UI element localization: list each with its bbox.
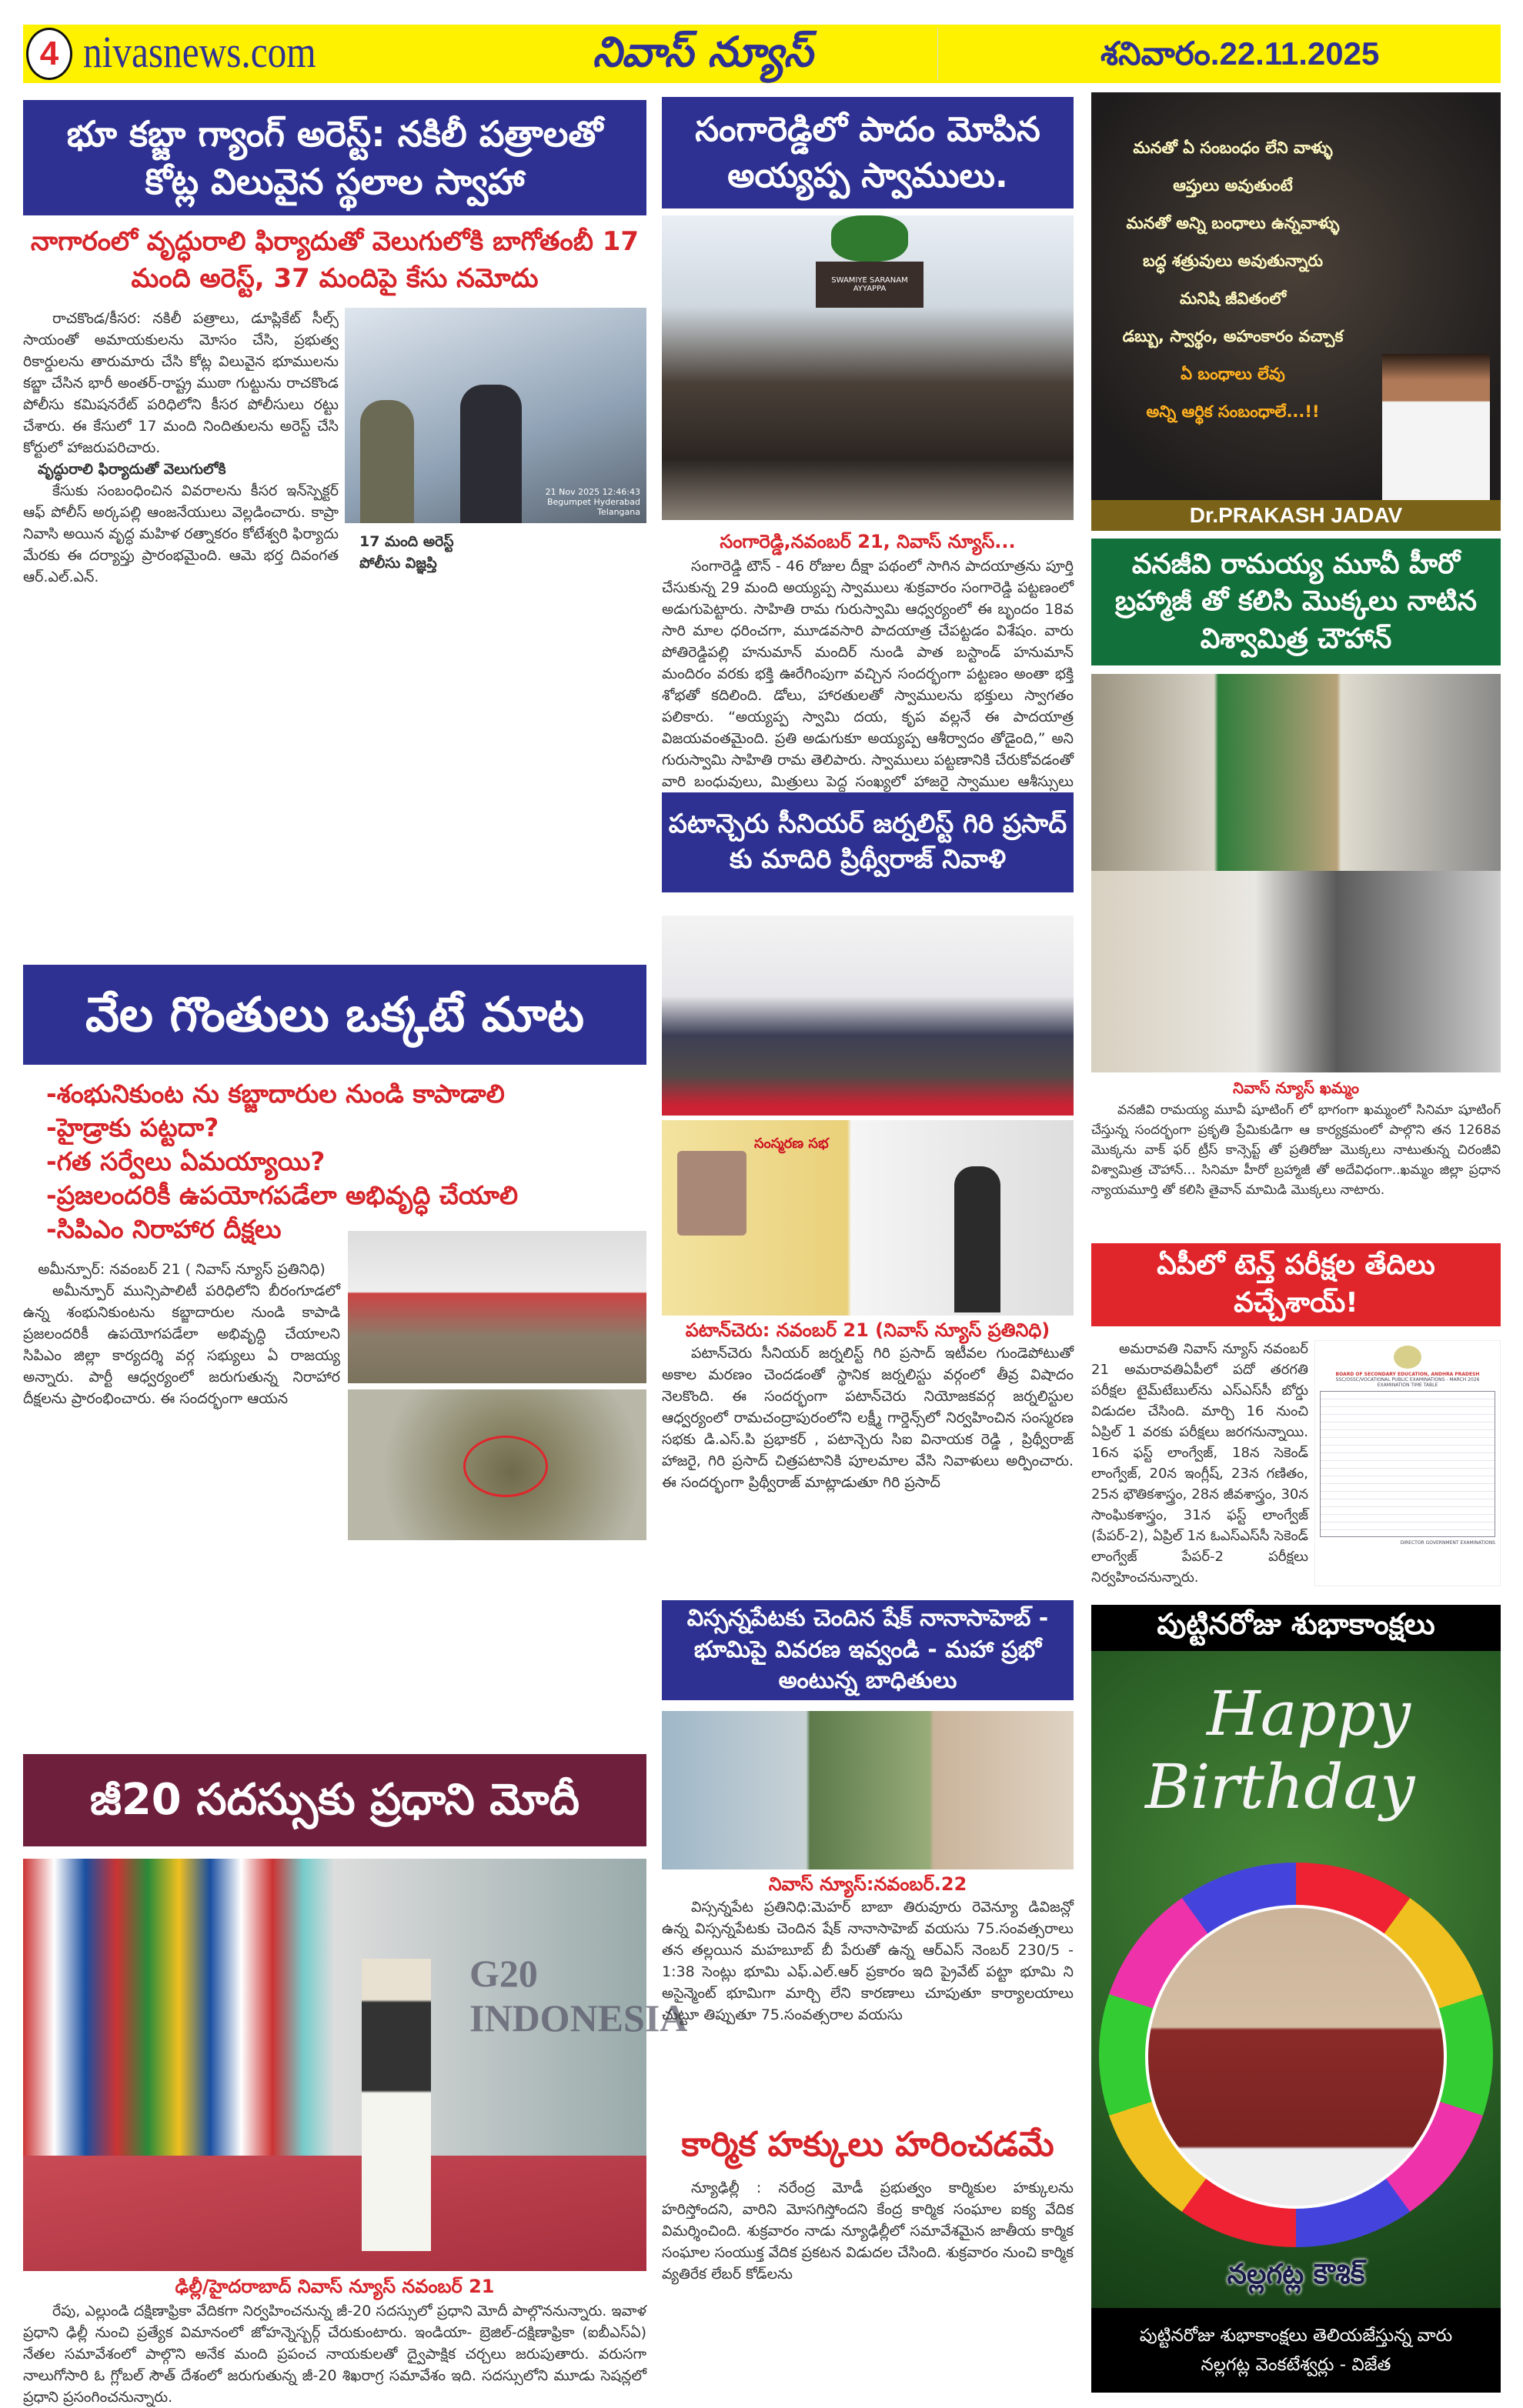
paragraph: న్యూఢిల్లీ : నరేంద్ర మోడీ ప్రభుత్వం కార్మికుల హక్కులను హరిస్తోందని, వారిని మోసగిస్తోందని కేంద్ర కార్మిక సంఘాల ఐక్య వేదిక విమర్శించింది. శుక్రవారం నాడు న్యూఢిల్లీలో సమావేశమైన జాతీయ కార్మిక సంఘాల సంయుక్త వేదిక ప్రకటన విడుదల చేసింది. శుక్రవారం నుంచి కార్మిక వ్యతిరేక లేబర్ కోడ్‌లను xyxy=(662,2180,1074,2283)
article-body xyxy=(1091,1100,1501,1235)
headline-g20[interactable]: జీ20 సదస్సుకు ప్రధాని మోదీ xyxy=(23,1754,646,1846)
timetable-grid xyxy=(1320,1391,1495,1537)
memorial-meeting-photo xyxy=(662,916,1074,1116)
portrait xyxy=(677,1151,746,1236)
modi-g20-photo xyxy=(23,1859,688,2271)
article-body xyxy=(23,308,339,831)
paragraph: రాచకొండ/కీసర: నకిలీ పత్రాలు, డూప్లికేట్ సీల్స్ సాయంతో అమాయకులను మోసం చేసి, ప్రభుత్వ రికార్డులను తారుమారు చేసి కోట్ల విలువైన భూములను కబ్జా చేసిన భారీ అంతర్-రాష్ట్ర ముఠా గుట్టును రాచకొండ పోలీసు కమిషనరేట్ పరిధిలోని కీసర పోలీసులు రట్టు చేశారు. ఈ కేసులో 17 మంది నిందితులను అరెస్ట్ చేసి కోర్టులో హాజరుపరిచారు. xyxy=(23,310,339,456)
officer-figure xyxy=(360,400,414,523)
subheadline-land-gang: నాగారంలో వృద్ధురాలి ఫిర్యాదుతో వెలుగులోకి బాగోతంబీ 17 మంది అరెస్ట్, 37 మందిపై కేసు నమోదు xyxy=(30,226,640,294)
article-body-continued xyxy=(345,531,646,831)
plantation-photo-collage xyxy=(1091,674,1501,1072)
headline-giri-prasad[interactable]: పటాన్చెరు సీనియర్ జర్నలిస్ట్ గిరి ప్రసాద్ కు మాదిరి ప్రిథ్వీరాజ్ నివాళి xyxy=(662,792,1074,892)
site-name[interactable]: nivasnews.com xyxy=(83,27,316,77)
quote-poster xyxy=(1091,92,1501,531)
bullet-item: -సిపిఎం నిరాహార దీక్షలు xyxy=(46,1214,282,1244)
banner: SWAMIYE SARANAM AYYAPPA xyxy=(816,262,923,308)
bullet-list xyxy=(46,1077,646,1246)
photo-timestamp: 21 Nov 2025 12:46:43 Begumpet Hyderabad Telangana xyxy=(545,487,640,517)
banner-title: సంస్మరణ సభ xyxy=(754,1136,829,1152)
divider xyxy=(937,28,938,80)
person-photo xyxy=(1145,1905,1447,2209)
paragraph: విస్సన్నపేట ప్రతినిధి:మెహర్ బాబా తిరువూరు రెవెన్యూ డివిజన్లో ఉన్న విస్సన్నపేటకు చెందిన షేక్ నానాసాహెబ్ వయసు 75.సంవత్సరాలు తన తల్లయిన మహబూబ్ బీ పేరుతో ఉన్న ఆర్ఎస్ నెంబర్ 230/5 - 1:38 సెంట్లు భూమి ఎఫ్.ఎల్.ఆర్ ప్రకారం ఇది ప్రైవేట్ పట్టా భూమి ని అసైన్మెంట్ భూమిగా మార్చి లేని కారణాలు చూపుతూ కార్యాలయాలు చుట్టూ తిప్పుతూ 75.సంవత్సరాల వయసు xyxy=(662,1899,1074,2023)
exam-timetable-document xyxy=(1314,1340,1501,1586)
quote-line: డబ్బు, స్వార్థం, అహంకారం వచ్చాక xyxy=(1122,327,1344,345)
quote-line: మనిషి జీవితంలో xyxy=(1179,289,1287,308)
headline-ayyappa[interactable]: సంగారెడ్డిలో పాదం మోపిన అయ్యప్ప స్వాములు. xyxy=(662,97,1074,208)
article-body xyxy=(662,1342,1074,1585)
author-photo xyxy=(1382,354,1490,500)
headline-land-gang[interactable]: భూ కబ్జా గ్యాంగ్ అరెస్ట్: నకిలీ పత్రాలతో కోట్ల విలువైన స్థలాల స్వాహా xyxy=(23,100,646,215)
victims-photo xyxy=(662,1711,1074,1869)
paragraph: కేసుకు సంబంధించిన వివరాలను కీసర ఇన్‌స్పెక్టర్ ఆఫ్ పోలీస్ అర్కపల్లి ఆంజనేయులు వెల్లడించారు. కాప్రా నివాసి అయిన వృద్ధ మహిళ రత్నాకరం కోటేశ్వరి ఫిర్యాదు మేరకు ఈ దర్యాప్తు ప్రారంభమైంది. ఆమె భర్త దివంగత ఆర్.ఎల్.ఎన్. xyxy=(23,482,339,585)
lake-site-photo xyxy=(348,1389,646,1540)
article-body xyxy=(662,555,1074,790)
headline-shambhunikunta[interactable]: వేల గొంతులు ఒక్కటే మాట xyxy=(23,965,646,1065)
memorial-banner-photo xyxy=(662,1120,1074,1316)
author-name: Dr.PRAKASH JADAV xyxy=(1091,500,1501,531)
birthday-poster xyxy=(1091,1605,1501,2393)
paragraph: వనజీవి రామయ్య మూవీ షూటింగ్ లో భాగంగా ఖమ్మంలో సినిమా షూటింగ్ చేస్తున్న సందర్భంగా ప్రకృతి ప్రేమికుడిగా ఆ కార్యక్రమంలో పాల్గొని తన 1268వ మొక్కను వాక్ ఫర్ ట్రీస్ కాన్సెప్ట్ తో ప్రతిరోజు మొక్కలు నాటుతున్న చిరంజీవి విశ్వామిత్ర చౌహాన్... సినిమా హీరో బ్రహ్మాజీ తో అదేవిధంగా..ఖమ్మం జిల్లా ప్రధాన న్యాయమూర్తి తో కలిసి తైవాన్ మామిడి మొక్కలు నాటారు. xyxy=(1091,1102,1501,1198)
newspaper-title: నివాస్ న్యూస్ xyxy=(593,28,813,76)
birthday-text: Birthday xyxy=(1145,1751,1415,1823)
headline-labour-rights[interactable]: కార్మిక హక్కులు హరించడమే xyxy=(681,2125,1054,2164)
birthday-wish: పుట్టినరోజు శుభాకాంక్షలు తెలియజేస్తున్న వారు నల్లగట్ల వెంకటేశ్వర్లు - విజేత xyxy=(1091,2308,1501,2393)
paragraph: అమీన్పూర్ మున్సిపాలిటీ పరిధిలోని బీరంగూడలో ఉన్న శంభునికుంటను కబ్జాదారుల నుండి కాపాడి ప్రజలందరికీ ఉపయోగపడేలా అభివృద్ధి చేయాలని సిపిఎం జిల్లా కార్యదర్శి వర్గ సభ్యులు ఏ రాజయ్య అన్నారు. పార్టీ ఆధ్వర్యంలో జరుగుతున్న నిరాహార దీక్షలను ప్రారంభించారు. ఈ సందర్భంగా ఆయన xyxy=(23,1282,340,1407)
doc-title: BOARD OF SECONDARY EDUCATION, ANDHRA PRADESH xyxy=(1335,1372,1480,1377)
ayyappa-devotees-photo xyxy=(662,215,1074,520)
g20-sign: G20 INDONESIA xyxy=(469,1952,688,2039)
article-body xyxy=(23,1259,340,1731)
quote-line: ఏ బంధాలు లేవు xyxy=(1181,365,1285,383)
paragraph-subhead: 17 మంది అరెస్ట్ xyxy=(359,533,454,550)
headline-ap-tenth-exams[interactable]: ఏపీలో టెన్త్ పరీక్షల తేదిలు వచ్చేశాయ్! xyxy=(1091,1243,1501,1326)
paragraph-subhead: పోలీసు విజ్ఞప్తి xyxy=(359,555,437,572)
tree xyxy=(831,215,908,262)
caption-dateline: పటాన్‌చెరు: నవంబర్ 21 (నివాస్ న్యూస్ ప్రతినిధి) xyxy=(685,1319,1050,1341)
issue-date: శనివారం.22.11.2025 xyxy=(1101,35,1380,72)
doc-heading: EXAMINATION TIME TABLE xyxy=(1377,1382,1438,1388)
bullet-item: -శంభునికుంట ను కబ్జాదారుల నుండి కాపాడాలి xyxy=(46,1079,505,1109)
birthday-title: పుట్టినరోజు శుభాకాంక్షలు xyxy=(1091,1605,1501,1651)
paragraph-subhead: వృద్ధురాలి ఫిర్యాదుతో వెలుగులోకి xyxy=(38,461,226,478)
article-body xyxy=(1091,1339,1308,1593)
article-body xyxy=(662,2177,1074,2393)
headline-plantation[interactable]: వనజీవి రామయ్య మూవీ హీరో బ్రహ్మాజీ తో కలిసి మొక్కలు నాటిన విశ్వామిత్ర చౌహాన్ xyxy=(1091,539,1501,665)
paragraph: అమరావతి నివాస్ న్యూస్ నవంబర్ 21 అమరావతిఏపీలో పదో తరగతి పరీక్షల టైమ్‌టేబుల్‌ను ఎస్ఎస్‌సీ బోర్డు విడుదల చేసింది. మార్చి 16 నుంచి ఏప్రిల్ 1 వరకు పరీక్షలు జరగనున్నాయి. 16న ఫస్ట్ లాంగ్వేజ్, 18న సెకెండ్ లాంగ్వేజ్, 20న ఇంగ్లీష్, 23న గణితం, 25న భౌతికశాస్త్రం, 28న జీవశాస్త్రం, 30న సాంఘికశాస్త్రం, 31న ఫస్ట్ లాంగ్వేజ్ (పేపర్-2), ఏప్రిల్ 1న ఓఎస్ఎస్‌సీ సెకెండ్ లాంగ్వేజ్ పేపర్-2 పరీక్షలు నిర్వహించనున్నారు. xyxy=(1091,1341,1308,1586)
bullet-item: -హైడ్రాకు పట్టదా? xyxy=(46,1112,219,1142)
quote-line: మనతో ఏ సంబంధం లేని వాళ్ళు xyxy=(1133,138,1333,157)
caption-dateline: నివాస్ న్యూస్:నవంబర్.22 xyxy=(768,1873,967,1895)
highlight-circle xyxy=(463,1436,548,1497)
quote-text xyxy=(1110,129,1356,431)
quote-line: బద్ధ శత్రువులు అవుతున్నారు xyxy=(1142,252,1324,270)
red-carpet xyxy=(23,2156,646,2271)
paragraph: పటాన్‌చెరు సీనియర్ జర్నలిస్ట్ గిరి ప్రసాద్ ఇటీవల గుండెపోటుతో అకాల మరణం చెందడంతో స్థానిక జర్నలిస్టు వర్గంలో తీవ్ర విషాదం నెలకొంది. ఈ సందర్భంగా పటాన్‌చెరు నియోజకవర్గ జర్నలిస్టుల ఆధ్వర్యంలో రామచంద్రాపురంలోని లక్ష్మీ గార్డెన్స్‌లో నిర్వహించిన సంస్మరణ సభకు డి.ఎస్.పి ప్రభాకర్ , పటాన్చెరు సిఐ వినాయక రెడ్డి , ప్రిథ్వీరాజ్ హాజరై, గిరి ప్రసాద్ చిత్రపటానికి పూలమాల వేసి నివాళులు అర్పించారు. ఈ సందర్భంగా ప్రిథ్వీరాజ్ మాట్లాడుతూ గిరి ప్రసాద్ xyxy=(662,1345,1074,1491)
quote-line: మనతో అన్ని బంధాలు ఉన్నవాళ్ళు xyxy=(1126,214,1340,232)
paragraph: సంగారెడ్డి టౌన్ - 46 రోజుల దీక్షా పథంలో సాగిన పాదయాత్రను పూర్తి చేసుకున్న 29 మంది అయ్యప్ప స్వాములు శుక్రవారం సంగారెడ్డి పట్టణంలో అడుగుపెట్టారు. సాహితి రామ గురుస్వామి ఆధ్వర్యంలో ఈ బృందం 18వ సారి మాల ధరించగా, మూడవసారి పాదయాత్ర చేపట్టడం విశేషం. వారు పోతిరెడ్డిపల్లి హనుమాన్ మందిర్ నుండి పాత బస్టాండ్ హనుమాన్ మందిరం వరకు భక్తి ఊరేగింపుగా వచ్చిన సందర్భంగా పట్టణం అంతా భక్తి శోభతో కదిలింది. డోలు, హారతులతో స్వాములను భక్తులు స్వాగతం పలికారు. “అయ్యప్ప స్వామి దయ, కృప వల్లనే ఈ పాదయాత్ర విజయవంతమైంది. ప్రతి అడుగుకూ అయ్యప్ప ఆశీర్వాదం తోడైంది,” అని గురుస్వామి సాహితి రామ తెలిపారు. స్వాములు పట్టణానికి చేరుకోవడంతో వారి బంధువులు, మిత్రులు పెద్ద సంఖ్యలో హాజరై స్వాముల ఆశీస్సులు xyxy=(662,558,1074,790)
caption-dateline: నివాస్ న్యూస్ ఖమ్మం xyxy=(1232,1079,1360,1097)
caption-dateline: ఢిల్లీ/హైదరాబాద్ నివాస్ న్యూస్ నవంబర్ 21 xyxy=(175,2276,495,2297)
board-emblem xyxy=(1394,1346,1421,1369)
dateline: అమీన్పూర్: నవంబర్ 21 ( నివాస్ న్యూస్ ప్రతినిధి) xyxy=(38,1261,326,1278)
quote-line: ఆప్తులు అవుతుంటే xyxy=(1173,176,1293,195)
doc-signature: DIRECTOR GOVERNMENT EXAMINATIONS xyxy=(1400,1540,1495,1546)
doc-subtitle: SSC/OSSC/VOCATIONAL PUBLIC EXAMINATIONS - MARCH 2026 xyxy=(1335,1377,1480,1382)
page-number: 4 xyxy=(26,28,72,80)
celebrant-name: నల్లగట్ల కౌశిక్ xyxy=(1227,2259,1365,2290)
bullet-item: -గత సర్వేలు ఏమయ్యాయి? xyxy=(46,1146,326,1176)
paragraph: రేపు, ఎల్లుండి దక్షిణాఫ్రికా వేదికగా నిర్వహించనున్న జీ-20 సదస్సులో ప్రధాని మోదీ పాల్గొననున్నారు. ఇవాళ ప్రధాని ఢిల్లీ నుంచి ప్రత్యేక విమానంలో జోహన్నెస్బర్గ్ చేరుకుంటారు. ఇండియా- బ్రెజిల్-దక్షిణాఫ్రికా (ఐబీఎస్ఏ) నేతల సమావేశంలో పాల్గొని అనేక మంది ప్రపంచ నాయకులతో ద్వైపాక్షిక చర్చలు జరుపుతారు. వరుసగా నాలుగోసారి ఓ గ్లోబల్ సౌత్ దేశంలో జరుగుతున్న జీ-20 శిఖరాగ్ర సమావేశం ఇది. సదస్సులోని మూడు సెషన్లలో ప్రధాని ప్రసంగించనున్నారు. xyxy=(23,2303,646,2406)
happy-text: Happy xyxy=(1207,1678,1411,1749)
protest-tent-photo xyxy=(348,1231,646,1383)
quote-line: అన్ని ఆర్థిక సంబంధాలే...!! xyxy=(1146,402,1320,421)
group-photo xyxy=(1091,871,1501,1072)
headline-vissannapeta[interactable]: విస్సన్నపేటకు చెందిన షేక్ నానాసాహెబ్ - భూమిపై వివరణ ఇవ్వండి - మహా ప్రభో అంటున్న బాధితులు xyxy=(662,1600,1074,1700)
article-body xyxy=(662,1896,1074,2123)
masthead-bar xyxy=(23,25,1501,83)
speaker-figure xyxy=(954,1166,1000,1312)
bullet-item: -ప్రజలందరికీ ఉపయోగపడేలా అభివృద్ధి చేయాలి xyxy=(46,1180,519,1210)
article-body xyxy=(23,2300,646,2406)
police-station-photo xyxy=(345,308,646,523)
caption-dateline: సంగారెడ్డి,నవంబర్ 21, నివాస్ న్యూస్... xyxy=(720,531,1016,552)
person-figure xyxy=(460,385,522,523)
person-figure xyxy=(362,1959,431,2251)
